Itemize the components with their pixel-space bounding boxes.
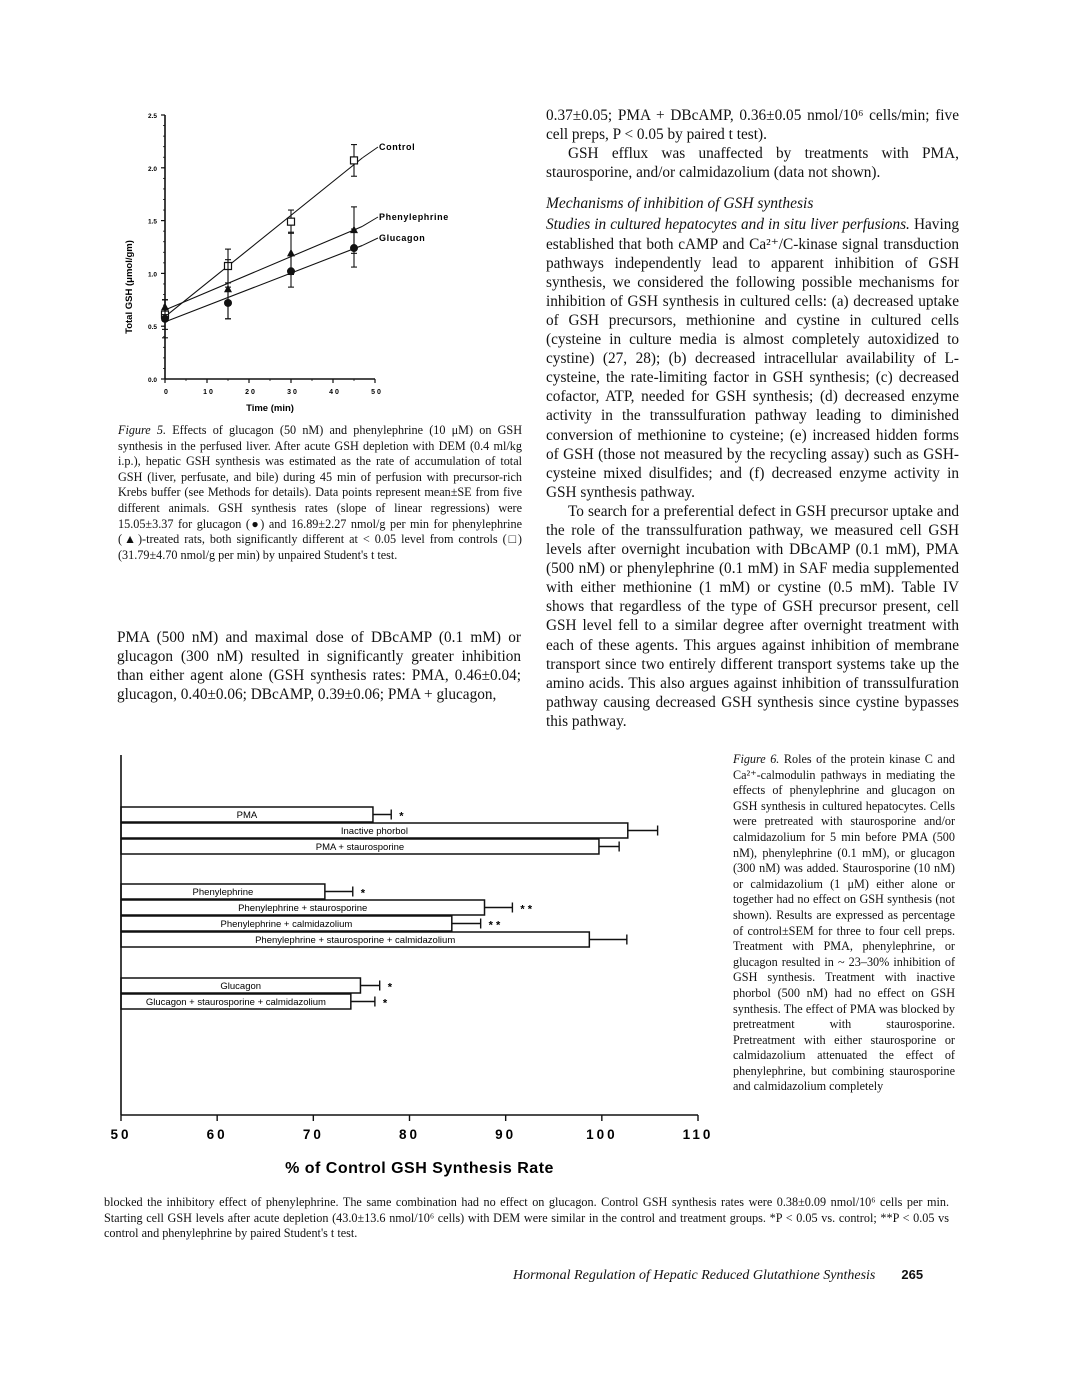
x-tick-label: 80 [398,1127,421,1142]
circle-marker [350,244,358,252]
y-tick-label: 2.0 [147,165,157,173]
significance-marker: * * [488,919,501,932]
left-column-body [117,628,521,704]
circle-marker [161,315,169,323]
x-tick-label: 0 [164,389,170,396]
figure5-line-chart [100,100,520,420]
significance-marker: * * [520,903,533,916]
x-tick-label: 40 [329,389,341,396]
y-tick-label: 1.0 [147,271,157,279]
left-paragraph: PMA (500 nM) and maximal dose of DBcAMP (0.1 mM) or glucagon (300 nM) resulted in significantly greater inhibition than either agent alone (GSH synthesis rates: PMA, 0.46±0.04; glucagon, 0.40±0.06; DBcAMP, 0.39±0.06; PMA + glucagon, [117,629,521,704]
bar-label: Glucagon [220,981,262,992]
x-tick-label: 10 [203,389,215,396]
figure6-bars [121,807,658,1010]
x-tick-label: 100 [586,1127,618,1142]
figure5-caption-label: Figure 5. [118,423,167,437]
right-paragraph-3: Having established that both cAMP and Ca²⁺/C-kinase signal transduction pathways independently lead to apparent inhibition of GSH synthesis, we considered the following possible mechanisms for inhibition of GSH synthesis in cultured cells: (a) decreased uptake of GSH precursors, methionine and cystine in cultured cells (cysteine in culture media is almost completely autoxidized to cystine) (27, 28); (b) decreased intracellular availability of L-cysteine, the rate-limiting factor in GSH synthesis; (c) decreased cofactor, ATP, needed for GSH synthesis; (d) decreased enzyme activity in the transsulfuration pathway leading to diminished conversion of methionine to cysteine; (e) increased hidden forms of GSH (those not measured by the recycling assay) such as GSH-cysteine mixed disulfides; and (f) decreased enzyme activity in GSH synthesis pathway. [546,216,960,501]
x-tick-label: 70 [302,1127,324,1142]
series-control [162,142,416,329]
open-square-marker [351,157,358,164]
significance-marker: * [387,981,392,994]
significance-marker: * [382,997,388,1010]
y-tick-label: 2.5 [147,113,157,120]
series-label: Control [379,142,416,152]
y-tick-label: 0.0 [147,377,157,384]
bar-label: Phenylephrine + staurosporine + calmidazolium [255,935,456,946]
x-tick-label: 20 [245,389,257,396]
circle-marker [224,299,232,307]
y-axis-label: Total GSH (μmol/gm) [124,240,135,334]
circle-marker [287,267,295,275]
running-title: Hormonal Regulation of Hepatic Reduced Glutathione Synthesis [513,1268,876,1283]
bar-phenylephrine-staurosporine [121,900,533,916]
right-column-body [546,106,959,731]
page-number: 265 [901,1267,924,1282]
bar-glucagon [121,978,393,994]
bar-glucagon-staurosporine-calmidazolium [121,994,388,1010]
x-tick-label: 110 [682,1127,714,1142]
bar-pma [121,807,404,823]
figure6-caption-side [733,752,955,1095]
series-label: Phenylephrine [379,212,449,222]
bar-inactive-phorbol [121,823,658,838]
bar-label: Phenylephrine [192,887,254,898]
series-glucagon [161,229,425,338]
figure6-caption-bottom [104,1195,949,1242]
bar-phenylephrine-calmidazolium [121,916,501,932]
right-paragraph-4: To search for a preferential defect in GSH precursor uptake and the role of the transsulfuration pathway, we measured cell GSH levels after overnight incubation with DBcAMP (0.1 mM), PMA (500 nM) or phenylephrine (0.1 mM) in SAF media supplemented with either methionine (1 mM) or cystine (0.5 mM). Table IV shows that regardless of the type of GSH precursor present, cell GSH level fell to a similar degree after overnight treatment with each of these agents. This argues against inhibition of membrane transport since two entirely different transport systems take up the amino acids. This also argues against inhibition of transsulfuration pathway causing decreased GSH synthesis since cystine bypasses this pathway. [546,502,959,730]
right-paragraph-1: 0.37±0.05; PMA + DBcAMP, 0.36±0.05 nmol/10⁶ cells/min; five cell preps, P < 0.05 by paired t test). [546,107,959,144]
bar-label: Inactive phorbol [340,826,408,837]
figure5-axes [148,113,383,396]
figure5-caption [118,423,522,563]
right-paragraph-2: GSH efflux was unaffected by treatments with PMA, staurosporine, and/or calmidazolium (data not shown). [546,145,959,182]
figure5-series [161,142,449,338]
figure6-bar-chart [100,750,720,1180]
figure6-caption-continued: blocked the inhibitory effect of phenylephrine. The same combination had no effect on glucagon. Control GSH synthesis rates were 0.38±0.09 nmol/10⁶ cells per min. Starting cell GSH levels after acute depletion (43.0±13.6 nmol/10⁶ cells) with DEM were similar in the control and treatment groups. *P < 0.05 vs. control; **P < 0.05 vs control and phenylephrine by paired Student's t test. [104,1195,949,1241]
x-axis-label: Time (min) [246,403,294,414]
bar-phenylephrine-staurosporine-calmidazolium [121,932,627,947]
x-tick-label: 50 [110,1127,132,1142]
x-tick-label: 90 [495,1127,517,1142]
y-tick-label: 0.5 [147,324,157,332]
y-tick-label: 1.5 [147,218,157,226]
bar-label: Phenylephrine + calmidazolium [220,919,353,930]
page-footer [513,1267,923,1284]
x-tick-label: 30 [287,389,299,396]
bar-label: Phenylephrine + staurosporine [238,903,368,914]
x-tick-label: 60 [206,1127,228,1142]
section-heading: Mechanisms of inhibition of GSH synthesis [546,195,814,213]
open-square-marker [288,218,295,225]
bar-pma-staurosporine [121,839,619,854]
x-axis-label: % of Control GSH Synthesis Rate [285,1160,554,1177]
x-tick-label: 50 [371,389,383,396]
significance-marker: * [360,887,366,900]
figure6-caption-label: Figure 6. [733,752,780,766]
figure5-caption-text: Effects of glucagon (50 nM) and phenylephrine (10 μM) on GSH synthesis in the perfused liver. After acute GSH depletion with DEM (0.4 ml/kg i.p.), hepatic GSH synthesis was estimated as the rate of accumulation of total GSH (liver, perfusate, and bile) during 45 min of perfusion with precursor-rich Krebs buffer (see Methods for details). Data points represent mean±SE from five different animals. GSH synthesis rates (slope of linear regressions) were 15.05±3.37 for glucagon (●) and 16.89±2.27 nmol/g per min for phenylephrine (▲)-treated rats, both significantly different at < 0.05 level from controls (□) (31.79±4.70 nmol/g per min) by unpaired Student's t test. [118,423,523,562]
figure6-caption-text: Roles of the protein kinase C and Ca²⁺-calmodulin pathways in mediating the effects of phenylephrine and glucagon on GSH synthesis in cultured hepatocytes. Cells were pretreated with staurosporine and/or calmidazolium for 5 min before PMA (500 nM), phenylephrine (0.1 mM), or glucagon (300 nM) was added. Staurosporine (10 nM) or calmidazolium (1 μM) either alone or together had no effect on GSH synthesis (not shown). Results are expressed as percentage of control±SEM for three to four cell preps. Treatment with PMA, phenylephrine, or glucagon resulted in ~ 23–30% inhibition of GSH synthesis. Treatment with inactive phorbol (500 nM) had no effect on GSH synthesis. The effect of PMA was blocked by pretreatment with staurosporine. Pretreatment with either staurosporine or calmidazolium attenuated the effect of phenylephrine, but combining staurosporine and calmidazolium completely [733,752,956,1094]
series-phenylephrine [161,207,449,319]
significance-marker: * [399,810,404,823]
bar-phenylephrine [121,884,366,900]
bar-label: PMA [236,810,258,821]
series-label: Glucagon [379,233,426,243]
bar-label: PMA + staurosporine [315,842,405,853]
bar-label: Glucagon + staurosporine + calmidazolium [145,997,326,1008]
runin-heading: Studies in cultured hepatocytes and in situ liver perfusions. [546,216,910,234]
